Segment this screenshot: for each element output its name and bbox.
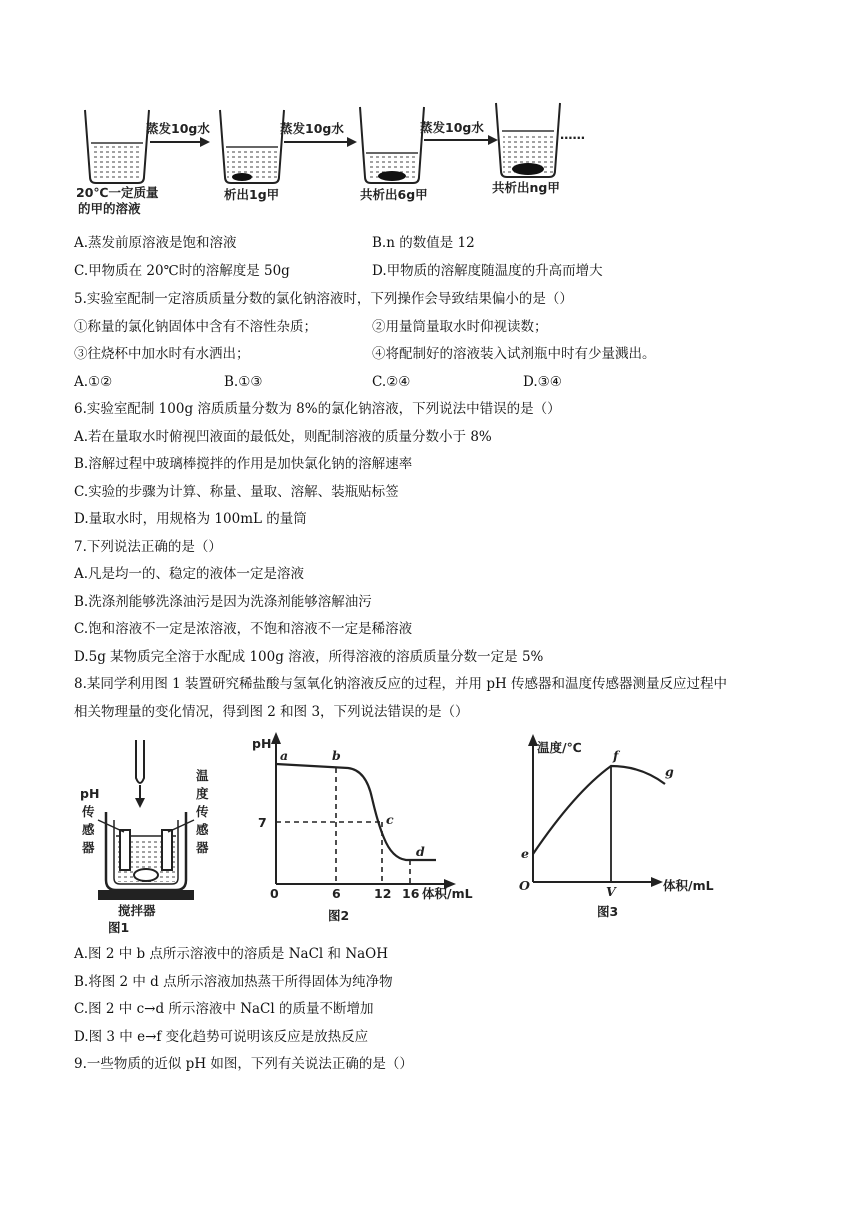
q8-stem-line2: 相关物理量的变化情况，得到图 2 和图 3，下列说法错误的是（）	[74, 704, 469, 720]
q5-stem: 5.实验室配制一定溶质质量分数的氯化钠溶液时，下列操作会导致结果偏小的是（）	[74, 291, 573, 307]
arrow-label-1: 蒸发10g水	[146, 121, 210, 136]
ph-sensor-label-3: 感	[82, 822, 95, 837]
fig2-point-d: d	[416, 844, 425, 859]
arrow-label-2: 蒸发10g水	[280, 121, 344, 136]
q5-item-3: ③往烧杯中加水时有水洒出；	[74, 346, 250, 362]
q6-option-b: B.溶解过程中玻璃棒搅拌的作用是加快氯化钠的溶解速率	[74, 456, 413, 472]
fig3-point-f: f	[613, 748, 619, 763]
ph-curve	[276, 764, 436, 860]
q5-item-4: ④将配制好的溶液装入试剂瓶中时有少量溅出。	[372, 346, 656, 362]
q7-option-c: C.饱和溶液不一定是浓溶液，不饱和溶液不一定是稀溶液	[74, 621, 413, 637]
beaker2-caption: 析出1g甲	[224, 187, 280, 202]
temp-sensor-label-3: 传	[196, 804, 209, 819]
ph-sensor-label-2: 传	[82, 804, 95, 819]
figure-2-ph-curve	[248, 728, 493, 928]
q5-item-1: ①称量的氯化钠固体中含有不溶性杂质；	[74, 319, 317, 335]
fig2-point-a: a	[280, 748, 289, 763]
fig3-origin: O	[519, 878, 530, 893]
figure-1-caption: 图1	[108, 920, 130, 935]
q8-option-c: C.图 2 中 c→d 所示溶液中 NaCl 的质量不断增加	[74, 1001, 374, 1017]
fig3-ylabel: 温度/℃	[537, 740, 582, 755]
q4-option-a: A.蒸发前原溶液是饱和溶液	[74, 235, 237, 251]
q5-option-c: C.②④	[372, 374, 411, 390]
beaker1-caption-line1: 20℃一定质量	[76, 185, 159, 200]
q7-option-b: B.洗涤剂能够洗涤油污是因为洗涤剂能够溶解油污	[74, 594, 372, 610]
q7-stem: 7.下列说法正确的是（）	[74, 539, 222, 555]
q7-option-a: A.凡是均一的、稳定的液体一定是溶液	[74, 566, 305, 582]
q9-stem: 9.一些物质的近似 pH 如图，下列有关说法正确的是（）	[74, 1056, 413, 1072]
q7-option-d: D.5g 某物质完全溶于水配成 100g 溶液，所得溶液的溶质质量分数一定是 5%	[74, 649, 544, 665]
q8-option-a: A.图 2 中 b 点所示溶液中的溶质是 NaCl 和 NaOH	[74, 946, 389, 962]
stirrer-label: 搅拌器	[118, 903, 156, 918]
q5-option-a: A.①②	[74, 374, 113, 390]
fig2-xtick-12: 12	[374, 886, 392, 901]
fig2-point-b: b	[332, 748, 341, 763]
q6-option-c: C.实验的步骤为计算、称量、量取、溶解、装瓶贴标签	[74, 484, 399, 500]
fig2-point-c: c	[386, 812, 394, 827]
fig2-xtick-6: 6	[332, 886, 341, 901]
fig3-point-g: g	[665, 764, 674, 779]
temp-sensor-label-4: 感	[196, 822, 209, 837]
temp-sensor-label-2: 度	[196, 786, 209, 801]
fig3-point-e: e	[521, 846, 529, 861]
q6-option-d: D.量取水时，用规格为 100mL 的量筒	[74, 511, 307, 527]
temp-sensor-label-5: 器	[196, 840, 209, 855]
figure-3-caption: 图3	[597, 904, 619, 919]
fig2-ylabel: pH	[252, 736, 272, 751]
fig3-xtick-v: V	[606, 884, 616, 899]
ellipsis: ……	[560, 127, 585, 142]
beaker4-caption: 共析出ng甲	[492, 180, 560, 195]
fig2-ytick-7: 7	[258, 815, 267, 830]
figure-3-temperature-curve	[515, 732, 730, 932]
figure-1-apparatus	[76, 740, 236, 935]
q6-stem: 6.实验室配制 100g 溶质质量分数为 8%的氯化钠溶液，下列说法中错误的是（）	[74, 401, 561, 417]
fig2-origin: 0	[270, 886, 279, 901]
temperature-curve	[533, 766, 665, 854]
q6-option-a: A.若在量取水时俯视凹液面的最低处，则配制溶液的质量分数小于 8%	[74, 429, 492, 445]
ph-sensor-label-1: pH	[80, 786, 100, 801]
q5-item-2: ②用量筒量取水时仰视读数；	[372, 319, 548, 335]
q8-option-d: D.图 3 中 e→f 变化趋势可说明该反应是放热反应	[74, 1029, 369, 1045]
q8-stem-line1: 8.某同学利用图 1 装置研究稀盐酸与氢氧化钠溶液反应的过程，并用 pH 传感器和温度传感器测量反应过程中	[74, 676, 728, 692]
figure-2-caption: 图2	[328, 908, 350, 923]
fig3-xlabel: 体积/mL	[663, 878, 714, 893]
q5-option-d: D.③④	[523, 374, 562, 390]
ph-sensor-label-4: 器	[82, 840, 95, 855]
arrow-label-3: 蒸发10g水	[420, 120, 484, 135]
q4-option-d: D.甲物质的溶解度随温度的升高而增大	[372, 263, 603, 279]
fig2-xlabel: 体积/mL	[422, 886, 473, 901]
fig2-xtick-16: 16	[402, 886, 420, 901]
q4-option-b: B.n 的数值是 12	[372, 235, 475, 251]
beaker3-caption: 共析出6g甲	[360, 187, 428, 202]
q4-option-c: C.甲物质在 20℃时的溶解度是 50g	[74, 263, 290, 279]
temp-sensor-label-1: 温	[196, 768, 209, 783]
evaporation-figure	[70, 95, 590, 220]
beaker1-caption-line2: 的甲的溶液	[78, 201, 141, 216]
q8-option-b: B.将图 2 中 d 点所示溶液加热蒸干所得固体为纯净物	[74, 974, 393, 990]
q5-option-b: B.①③	[224, 374, 263, 390]
